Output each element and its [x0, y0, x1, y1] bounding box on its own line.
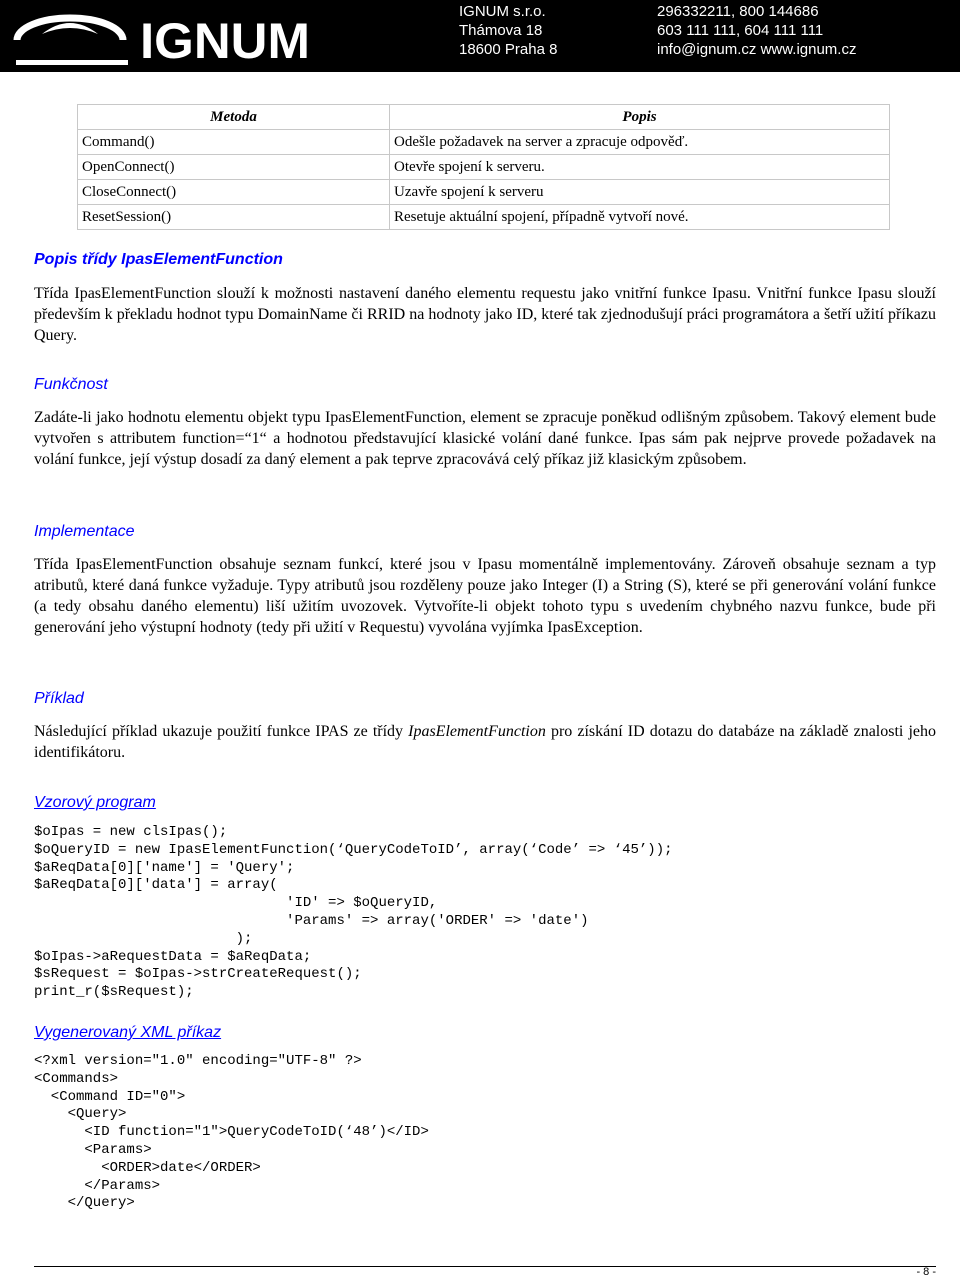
table-row — [78, 205, 890, 230]
sample-program-code: $oIpas = new clsIpas(); $oQueryID = new IpasElementFunction(‘QueryCodeToID’, array(‘Code’ => ‘45’)); $aReqData[0]['name'] = 'Query'; $aReqData[0]['data'] = array( 'ID' => $oQueryID, 'Params' => array('ORDER' => 'date') ); $oIpas->aRequestData = $aReqData; $sRequest = $oIpas->strCreateRequest(); print_r($sRequest); — [34, 824, 673, 1001]
sample-program-heading: Vzorový program — [34, 794, 156, 811]
company-contact — [657, 2, 856, 59]
table-row — [78, 180, 890, 205]
class-description-text: Třída IpasElementFunction slouží k možnosti nastavení daného elementu requestu jako vnitřní funkce Ipasu. Vnitřní funkce Ipasu slouží především k překladu hodnot typu DomainName či RRID na hodnoty jako ID, které tak zjednodušují práci programátora a šetří užití příkazu Query. — [34, 285, 936, 344]
xml-command-code: <?xml version="1.0" encoding="UTF-8" ?> <Commands> <Command ID="0"> <Query> <ID function="1">QueryCodeToID(‘48’)</ID> <Params> <ORDER>date</ORDER> </Params> </Query> — [34, 1053, 429, 1212]
implementation-heading: Implementace — [34, 523, 135, 540]
company-city: 18600 Praha 8 — [459, 41, 558, 58]
company-name: IGNUM s.r.o. — [459, 3, 546, 20]
column-header-method: Metoda — [78, 105, 390, 130]
table-row — [78, 130, 890, 155]
example-heading: Příklad — [34, 690, 84, 707]
example-text-part-1: Následující příklad ukazuje použití funkce IPAS ze třídy — [34, 723, 409, 740]
description-cell: Resetuje aktuální spojení, případně vytvoří nové. — [390, 205, 890, 230]
description-cell: Odešle požadavek na server a zpracuje odpověď. — [390, 130, 890, 155]
ignum-logo — [12, 4, 312, 66]
example-class-name: IpasElementFunction — [408, 723, 546, 740]
description-cell: Otevře spojení k serveru. — [390, 155, 890, 180]
method-cell: CloseConnect() — [78, 180, 390, 205]
methods-table — [77, 104, 890, 230]
method-cell: OpenConnect() — [78, 155, 390, 180]
ignum-swoosh-icon — [12, 18, 132, 66]
method-cell: Command() — [78, 130, 390, 155]
contact-phone-1: 296332211, 800 144686 — [657, 3, 819, 20]
implementation-text: Třída IpasElementFunction obsahuje seznam funkcí, které jsou v Ipasu momentálně implementovány. Zároveň obsahuje seznam a typ atributů, které daná funkce vyžaduje. Typy atributů jsou rozděleny pouze jako Integer (I) a String (S), které se při generování volání funkce (a tedy obsahu daného elementu) liší užitím uvozovek. Vytvoříte-li objekt tohoto typu s uvedením chybného nazvu funkce, bude při generování jeho výstupní hodnoty (tedy při užití v Requestu) vyvolána vyjímka IpasException. — [34, 556, 936, 636]
contact-phone-2: 603 111 111, 604 111 111 — [657, 22, 824, 39]
class-description-heading: Popis třídy IpasElementFunction — [34, 251, 283, 268]
functionality-heading: Funkčnost — [34, 376, 108, 393]
xml-command-heading: Vygenerovaný XML příkaz — [34, 1024, 222, 1041]
column-header-description: Popis — [390, 105, 890, 130]
footer-divider — [34, 1266, 936, 1267]
description-cell: Uzavře spojení k serveru — [390, 180, 890, 205]
page-number: - 8 - — [916, 1266, 936, 1278]
company-address — [459, 2, 557, 59]
functionality-text: Zadáte-li jako hodnotu elementu objekt typu IpasElementFunction, element se zpracuje poněkud odlišným způsobem. Takový element bude vytvořen s attributem function=“1“ a hodnotou představující klasické volání dané funkce. Ipas sám pak nejprve provede požadavek na volání funkce, její výstup dosadí za daný element a pak teprve zpracovává celý příkaz již klasickým způsobem. — [34, 409, 936, 468]
company-street: Thámova 18 — [459, 22, 543, 39]
page-header — [0, 0, 960, 72]
table-row — [78, 155, 890, 180]
method-cell: ResetSession() — [78, 205, 390, 230]
contact-web: info@ignum.cz www.ignum.cz — [657, 41, 857, 58]
example-text-part-2: pro získání ID dotazu do databáze na základě znalosti jeho identifikátoru. — [34, 723, 936, 761]
example-text — [34, 721, 936, 763]
table-header-row — [78, 105, 890, 130]
brand-name: IGNUM — [140, 13, 310, 66]
